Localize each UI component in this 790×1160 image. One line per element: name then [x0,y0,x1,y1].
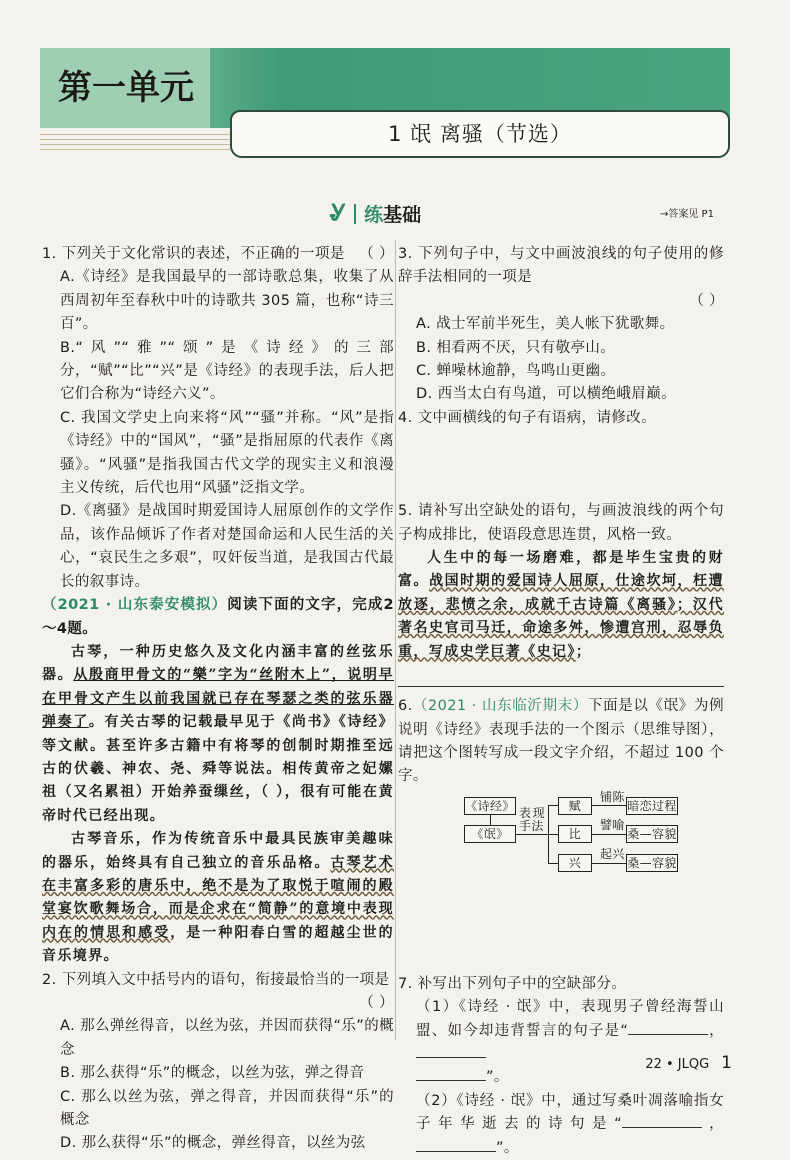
map-label-bi: 譬喻 [600,817,625,832]
right-column [398,243,724,1160]
option-b: B. 那么获得“乐”的概念，以丝为弦，弹之得音 [60,1065,365,1082]
connector [548,805,558,806]
lesson-title-box [230,110,730,158]
passage-instruction: 阅读下面的文字，完成2～4题。 [42,597,394,637]
q7-item-1: （1）《诗经 · 氓》中，表现男子曾经海誓山盟、如今却违背誓言的句子是“ ， ”。 [416,999,724,1086]
question-3 [398,243,724,313]
question-1 [42,243,394,266]
q6-source: （2021 · 山东临沂期末） [412,698,588,715]
mind-map [464,789,724,887]
option-c: C. 那么以丝为弦，弹之得音，并因而获得“乐”的概念 [60,1088,394,1129]
map-label-method: 表现手法 [519,805,545,833]
connector [516,834,548,835]
map-node-bi: 比 [558,825,592,843]
wavy-sentence: 战国时期的爱国诗人屈原，仕途坎坷，枉遭放逐，悲愤之余，成就千古诗篇《离骚》；汉代著名史官司马迁，命途多舛，惨遭宫刑，忍辱负重，写成史学巨著《史记》 [398,573,724,660]
option-a: A. 战士军前半死生，美人帐下犹歌舞。 [416,316,675,333]
answer-blank[interactable] [622,1127,702,1128]
question-5: 5. 请补写出空缺处的语句，与画波浪线的两个句子构成排比，使语段意思连贯，风格一致。 [398,503,724,543]
option-b: B. 相看两不厌，只有敬亭山。 [416,339,616,356]
column-divider [395,240,396,1040]
connector [548,863,558,864]
text: ； [575,643,592,660]
question-6 [398,695,724,789]
option-c: C. 我国文学史上向来将“风”“骚”并称。“风”是指《诗经》中的“国风”，“骚”是指屈原的代表作《离骚》。“风骚”是指我国古代文学的现实主义和浪漫主义传统，后代也用“风骚”泛指文学。 [60,409,394,497]
connector [592,863,626,864]
map-label-xing: 起兴 [600,846,625,861]
map-node-poem: 《氓》 [464,825,516,843]
q1-stem: 1. 下列关于文化常识的表述，不正确的一项是 [42,246,345,262]
text: （2）《诗经 · 氓》中，通过写桑叶凋落喻指女子年华逝去的诗句是“ [416,1092,724,1133]
map-node-r3: 桑—容貌 [627,855,677,870]
question-4: 4. 文中画横线的句子有语病，请修改。 [398,409,657,426]
option-d: D. 那么获得“乐”的概念，弹丝得音，以丝为弦 [60,1135,366,1152]
passage-paragraph-2 [42,828,394,968]
text: ，是一种阳春白雪的超越尘世的音乐境界。 [42,924,394,965]
unit-banner [40,48,730,158]
page-code: 22 • JLQG [645,1057,710,1072]
passage-source: （2021 · 山东泰安模拟） [42,597,228,614]
left-column [42,243,394,1156]
connector [592,834,626,835]
map-node-r2: 桑—容貌 [627,826,677,841]
page-number: 1 [721,1053,732,1073]
q7-item-2: （2）《诗经 · 氓》中，通过写桑叶凋落喻指女子年华逝去的诗句是“ ，”。 [416,1092,724,1156]
answer-paren: （ ） [359,995,394,1011]
q3-stem: 3. 下列句子中，与文中画波浪线的句子使用的修辞手法相同的一项是 [398,246,724,286]
q6-number: 6. [398,698,413,715]
option-d: D.《离骚》是战国时期爱国诗人屈原创作的文学作品，该作品倾诉了作者对楚国命运和人民生活的关心，“哀民生之多艰”，叹奸佞当道，是我国古代最长的叙事诗。 [60,503,394,590]
answer-paren: （ ） [359,246,394,262]
answer-blank[interactable] [416,1057,486,1058]
text: 。有关古琴的记载最早见于《尚书》《诗经》等文献。甚至许多古籍中有将琴的创制时期推至远古的伏羲、神农、尧、舜等说法。相传黄帝之妃嫘祖（又名累祖）开始养蚕缫丝，（ ），很有可能在黄帝时代已经出现。 [42,714,395,824]
text: ”。 [496,1139,519,1156]
question-7: 7. 补写出下列句子中的空缺部分。 [398,975,627,992]
connector [548,834,558,835]
map-label-fu: 铺陈 [600,789,625,804]
map-node-book: 《诗经》 [465,798,515,813]
text: （1）《诗经 · 氓》中，表现男子曾经海誓山盟、如今却违背誓言的句子是“ [416,999,724,1039]
q6-stem: 下面是以《氓》为例说明《诗经》表现手法的一个图示（思维导图），请把这个图转写成一段文字介绍，不超过 100 个字。 [398,698,724,785]
map-node-fu: 赋 [558,797,592,815]
answer-blank[interactable] [416,1151,496,1152]
answer-space[interactable] [398,887,724,973]
section-heading [330,200,421,227]
text: 古琴，一种历史悠久及文化内涵丰富的丝弦乐器。 [42,643,394,684]
connector [592,805,626,806]
passage-intro [42,594,394,641]
connector [490,815,491,825]
section-prefix: 练 [364,204,384,226]
wavy-sentence: 古琴艺术在丰富多彩的唐乐中，绝不是为了取悦于喧闹的殿堂宴饮歌舞场合，而是企求在“简静”的意境中表现内在的情思和感受 [42,854,394,941]
answer-reference: →答案见 P1 [660,209,714,220]
answer-paren: （ ） [689,292,724,309]
option-c: C. 蝉噪林逾静，鸟鸣山更幽。 [416,363,616,380]
weightlifter-icon: Ꮍ [330,201,347,226]
answer-blank[interactable] [398,664,724,687]
option-d: D. 西当太白有鸟道，可以横绝峨眉巅。 [416,386,676,403]
answer-blank[interactable] [628,1034,708,1035]
banner-stripes [40,130,230,154]
answer-space[interactable] [398,430,724,500]
answer-blank[interactable] [416,1080,486,1081]
q5-paragraph [398,547,724,664]
divider [354,204,356,224]
option-a: A.《诗经》是我国最早的一部诗歌总集，收集了从西周初年至春秋中叶的诗歌共 305 篇，也称“诗三百”。 [60,269,394,333]
q2-stem: 2. 下列填入文中括号内的语句，衔接最恰当的一项是 [42,971,390,988]
passage-paragraph-1 [42,641,394,828]
text: 古琴音乐，作为传统音乐中最具民族审美趣味的器乐，始终具有自己独立的音乐品格。 [42,831,394,871]
option-b: B.“风”“雅”“颂”是《诗经》的三部分，“赋”“比”“兴”是《诗经》的表现手法，后人把它们合称为“诗经六义”。 [60,339,394,403]
unit-title: 第一单元 [58,68,194,108]
text: ”。 [486,1069,509,1086]
option-a: A. 那么弹丝得音，以丝为弦，并因而获得“乐”的概念 [60,1018,394,1058]
text: 人生中的每一场磨难，都是毕生宝贵的财富。 [398,550,724,590]
section-title: 基础 [383,204,422,226]
page-footer [645,1053,732,1073]
lesson-title: 1 氓 离骚（节选） [388,122,572,146]
map-node-r1: 暗恋过程 [627,798,677,813]
underlined-sentence: 从殷商甲骨文的“樂”字为“丝附木上”，说明早在甲骨文产生以前我国就已存在琴瑟之类的弦乐器弹奏了 [42,667,394,731]
map-node-xing: 兴 [558,854,592,872]
question-2 [42,969,394,1016]
